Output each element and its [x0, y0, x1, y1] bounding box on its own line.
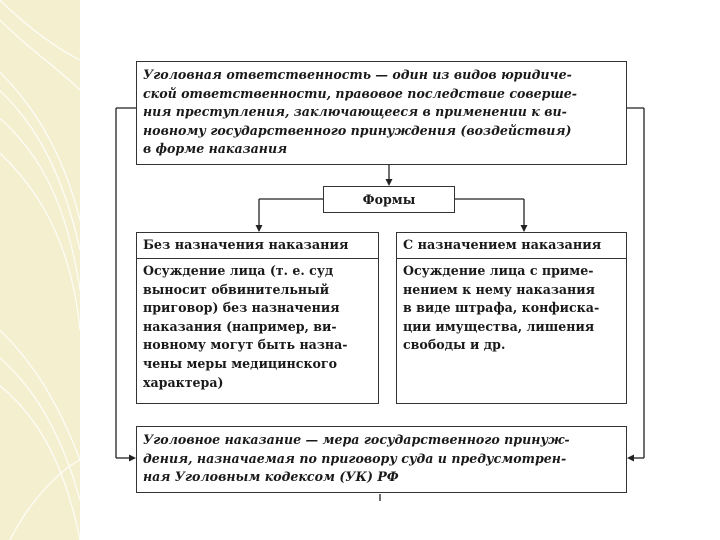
column-line: новному могут быть назна- [143, 337, 348, 353]
column-line: Осуждение лица с приме- [403, 263, 594, 278]
definition-line: дения, назначаемая по приговору суда и предусмотрен- [143, 450, 567, 466]
column-line: выносит обвинительный [143, 281, 330, 297]
forms-box [323, 186, 455, 213]
definition-line: новному государственного принуждения (воздействия) [143, 122, 572, 138]
definition-line: ской ответственности, правовое последствие соверше- [143, 85, 578, 101]
definition-line: ная Уголовным кодексом (УК) РФ [143, 469, 399, 485]
column-line: нением к нему наказания [403, 281, 595, 297]
definition-line: в форме наказания [143, 141, 288, 157]
without-punishment-box [136, 232, 379, 404]
column-line: чены меры медицинского [143, 355, 338, 371]
without-punishment-title: Без назначения наказания [137, 233, 378, 259]
with-punishment-box [396, 232, 627, 404]
criminal-punishment-definition-box [136, 426, 627, 493]
with-punishment-title: С назначением наказания [397, 233, 626, 259]
definition-line: ния преступления, заключающееся в применении к ви- [143, 104, 567, 120]
column-line: приговор) без назначения [143, 300, 340, 316]
column-line: наказания (например, ви- [143, 318, 337, 334]
criminal-liability-definition-box [136, 61, 627, 165]
forms-label: Формы [362, 192, 416, 207]
column-line: Осуждение лица (т. е. суд [143, 263, 334, 278]
column-line: ции имущества, лишения [403, 318, 595, 334]
column-line: характера) [143, 374, 224, 390]
column-line: свободы и др. [403, 337, 506, 353]
definition-line: Уголовная ответственность — один из видов юридиче- [143, 67, 572, 82]
definition-line: Уголовное наказание — мера государственного принуж- [143, 432, 570, 447]
column-line: в виде штрафа, конфиска- [403, 300, 600, 316]
